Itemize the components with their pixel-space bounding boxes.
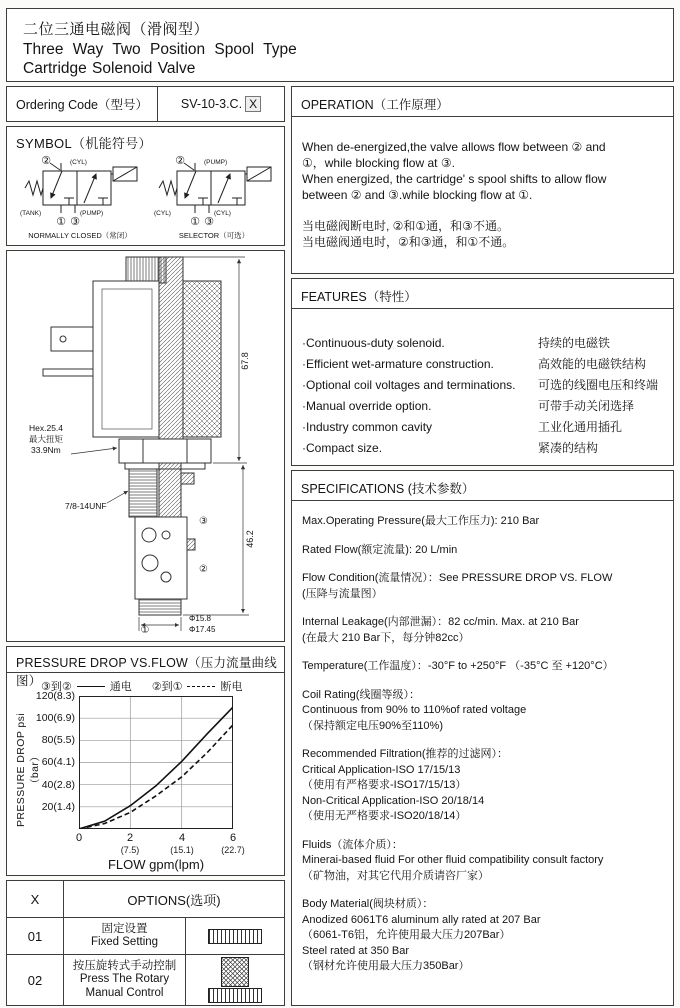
page-title-zh: 二位三通电磁阀（滑阀型） [23, 21, 210, 38]
chart-x-axis-label: FLOW gpm(lpm) [107, 857, 205, 872]
ytick-100: 100(6.9) [35, 712, 75, 724]
operation-header: OPERATION（工作原理） [292, 87, 673, 117]
operation-text [292, 117, 673, 250]
features-section [291, 278, 674, 466]
ordering-code-prefix: SV-10-3.C. [180, 97, 243, 111]
symbol-section [6, 126, 285, 246]
sel-port-cyl-right-label: (CYL) [214, 210, 231, 217]
page-title-en-line2: Cartridge Solenoid Valve [23, 60, 196, 77]
nc-caption: NORMALLY CLOSED（常闭） [28, 231, 132, 240]
option-02-icon-cell [186, 955, 284, 1005]
drawing-port-1-number: ① [140, 625, 150, 636]
legend-deenergized-ports: ②到① [151, 681, 183, 693]
spec-max-operating-pressure: Max.Operating Pressure(最大工作压力): 210 Bar [302, 515, 540, 527]
spec-rated-flow: Rated Flow(额定流量): 20 L/min [302, 543, 458, 556]
option-02-code: 02 [7, 955, 64, 1005]
nc-port-cyl-label: (CYL) [70, 159, 87, 166]
xtick-0: 0 [75, 832, 83, 844]
legend-energized-label: 通电 [109, 681, 132, 693]
legend-deenergized-label: 断电 [220, 681, 243, 693]
legend-dashed-line-sample [187, 686, 215, 687]
options-header-row [7, 881, 284, 918]
feature-item: ·Manual override option. 可带手动关闭选择 [302, 399, 635, 413]
ordering-code-option-box: X [245, 96, 261, 112]
valve-symbol-normally-closed [17, 151, 145, 243]
thread-size-label: 7/8-14UNF [65, 501, 107, 511]
hex-torque-note-line1: Hex.25.4 [29, 423, 64, 433]
hex-torque-note-line2: 最大扭矩 [29, 434, 64, 444]
operation-section [291, 86, 674, 274]
operation-text-en: When de-energized,the valve allows flow between ② and ①，while blocking flow at ③. When energized, the cartridge' s spool shifts to allow flow between ② and ③.while blocking flow at ①. [302, 140, 607, 202]
specifications-section [291, 470, 674, 1006]
feature-item: ·Continuous-duty solenoid. 持续的电磁铁 [302, 336, 611, 350]
sel-caption: SELECTOR（可选） [178, 231, 250, 240]
features-header: FEATURES（特性） [292, 279, 673, 309]
operation-text-zh: 当电磁阀断电时, ②和①通，和③不通。 当电磁阀通电时，②和③通，和①不通。 [302, 219, 515, 249]
drawing-port-2-number: ② [199, 564, 208, 575]
ordering-code-label: Ordering Code（型号） [7, 87, 158, 121]
rotary-knurled-knob-icon [221, 957, 249, 987]
dim-46-2-label: 46.2 [245, 530, 255, 548]
spec-coil-rating: Coil Rating(线圈等级）： Continuous from 90% to 110%of rated voltage （保持额定电压90%至110%) [302, 688, 527, 732]
option-01-label: 固定设置 Fixed Setting [64, 918, 186, 954]
nc-port-pump-label: (PUMP) [80, 210, 104, 217]
specifications-header: SPECIFICATIONS (技术参数） [292, 471, 673, 501]
dia-15-8-label: Φ15.8 [189, 614, 211, 623]
chart-curves [79, 707, 233, 829]
ytick-60: 60(4.1) [41, 756, 75, 768]
sel-port-2-number: ② [175, 155, 185, 167]
dim-67-8-label: 67.8 [240, 352, 250, 370]
ytick-80: 80(5.5) [41, 734, 75, 746]
spec-recommended-filtration: Recommended Filtration(推荐的过滤网）： Critical Application-ISO 17/15/13 （使用有严格要求-ISO17/15/13） Non-Critical Application-ISO 20/18/14 （使用无严格要求-ISO20/18/14） [302, 748, 508, 822]
option-row-02 [7, 955, 284, 1005]
sel-port-cyl-left-label: (CYL) [154, 210, 171, 217]
legend-energized-ports: ③到② [41, 681, 72, 693]
feature-item: ·Industry common cavity 工业化通用插孔 [302, 420, 623, 434]
chart-plot-area [79, 696, 233, 829]
sel-port-1-number: ① [190, 216, 200, 228]
legend-solid-line-sample [77, 686, 105, 687]
symbol-header: SYMBOL（机能符号） [16, 136, 152, 151]
ordering-code-row [6, 86, 285, 122]
title-block [6, 8, 674, 82]
spec-body-material: Body Material(阀块材质）： Anodized 6061T6 aluminum ally rated at 207 Bar （6061-T6铝，允许使用最大压力207Bar） Steel rated at 350 Bar （钢材允许使用最大压力350Bar） [302, 898, 541, 972]
chart-y-axis-label: PRESSURE DROP psi（bar） [15, 713, 41, 827]
valve-cross-section-svg [7, 251, 284, 641]
rotary-base-hatch-icon [208, 988, 262, 1003]
option-01-icon-cell [186, 918, 284, 954]
ytick-40: 40(2.8) [41, 779, 75, 791]
nc-port-2-number: ② [41, 155, 51, 167]
xtick-2: 2 (7.5) [120, 832, 140, 855]
ordering-code-value [158, 87, 284, 121]
hex-torque-note-line3: 33.9Nm [31, 445, 61, 455]
nc-port-3-number: ③ [70, 216, 80, 228]
page-title-en-line1: Three Way Two Position Spool Type [23, 41, 297, 58]
spec-fluids: Fluids（流体介质）： Minerai-based fluid For other fluid compatibility consult factory （矿物油，对其它代用介质请咨厂家） [302, 838, 604, 882]
ytick-120: 120(8.3) [35, 690, 75, 702]
options-header-label: OPTIONS(选项) [127, 892, 221, 908]
cross-section-drawing [6, 250, 285, 642]
options-col-x-header: X [7, 881, 64, 917]
pressure-drop-chart-section [6, 646, 285, 876]
nc-port-1-number: ① [56, 216, 66, 228]
dia-17-45-label: Φ17.45 [189, 625, 216, 634]
feature-item: ·Compact size. 紧凑的结构 [302, 441, 599, 455]
fixed-setting-hatch-icon [208, 929, 262, 944]
options-table [6, 880, 285, 1006]
chart-header: PRESSURE DROP VS.FLOW（压力流量曲线图） [7, 647, 284, 673]
valve-symbol-selector [151, 151, 279, 243]
feature-item: ·Optional coil voltages and terminations. 可选的线圈电压和终端 [302, 378, 659, 392]
xtick-6: 6 (22.7) [221, 832, 245, 855]
nc-port-tank-label: (TANK) [20, 210, 42, 217]
option-01-code: 01 [7, 918, 64, 954]
ytick-20: 20(1.4) [41, 801, 75, 813]
specifications-content [292, 501, 673, 975]
drawing-port-3-number: ③ [199, 516, 208, 527]
option-02-label: 按压旋转式手动控制 Press The Rotary Manual Control [64, 955, 186, 1005]
features-list [292, 309, 673, 459]
sel-port-pump-label: (PUMP) [204, 159, 228, 166]
spec-internal-leakage: Internal Leakage(内部泄漏）：82 cc/min. Max. at 210 Bar (在最大 210 Bar下，每分钟82cc） [302, 616, 579, 644]
xtick-4: 4 (15.1) [170, 832, 194, 855]
feature-item: ·Efficient wet-armature construction. 高效能的电磁铁结构 [302, 357, 647, 371]
option-row-01 [7, 918, 284, 955]
spec-flow-condition: Flow Condition(流量情况）：See PRESSURE DROP VS. FLOW (压降与流量图） [302, 572, 613, 600]
spec-temperature: Temperature(工作温度）：-30°F to +250°F （-35°C 至 +120°C） [302, 660, 614, 672]
sel-port-3-number: ③ [204, 216, 214, 228]
